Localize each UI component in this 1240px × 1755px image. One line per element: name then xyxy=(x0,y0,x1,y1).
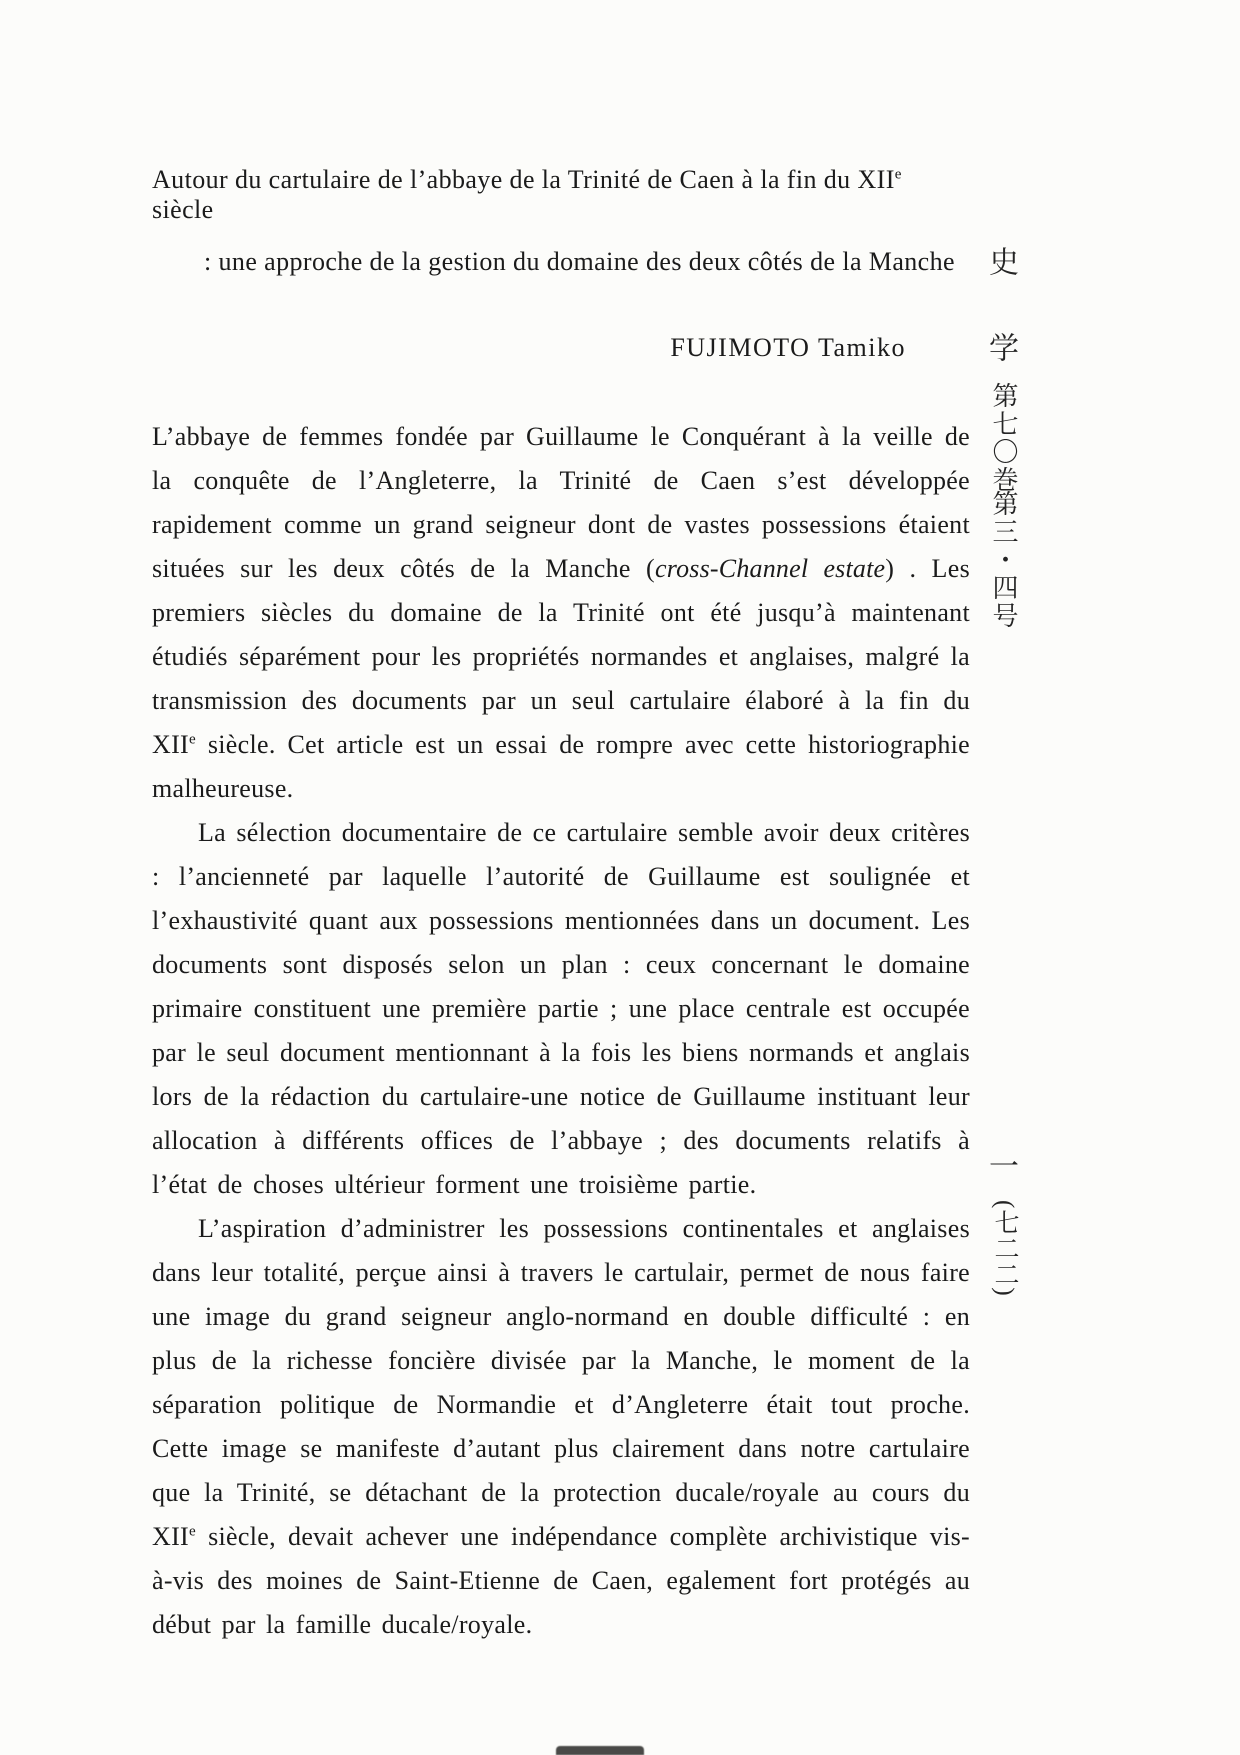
italic-phrase-cross-channel: cross-Channel estate xyxy=(655,554,886,583)
scan-edge-artifact xyxy=(556,1746,644,1755)
abstract-paragraph-2: La sélection documentaire de ce cartulaire semble avoir deux critères : l’ancienneté par laquelle l’autorité de Guillaume est soulignée et l’exhaustivité quant aux possessions mentionnées dans un document. Les documents sont disposés selon un plan : ceux concernant le domaine primaire constituent une première partie ; une place centrale est occupée par le seul document mentionnant à la fois les biens normands et anglais lors de la rédaction du cartulaire-une notice de Guillaume instituant leur allocation à différents offices de l’abbaye ; des documents relatifs à l’état de choses ultérieur forment une troisième partie. xyxy=(152,818,970,1199)
para1-text: ) . Les premiers siècles du domaine de la Trinité ont été jusqu’à maintenant étudiés séparément pour les propriétés normandes et anglaises, malgré la transmission des documents par un seul cartulaire élaboré à la fin du XII xyxy=(152,554,970,759)
para3-superscript-e: e xyxy=(189,1523,196,1540)
abstract-column xyxy=(152,165,970,1647)
author-name: FUJIMOTO Tamiko xyxy=(670,333,906,362)
abstract-body xyxy=(152,415,970,1647)
title-superscript-e: e xyxy=(894,166,902,183)
para1-text: L’abbaye de femmes fondée par Guillaume le Conquérant à la veille de la conquête de l’Angleterre, la Trinité de Caen s’est développée rapidement comme un grand seigneur dont de vastes possessions étaient situées sur les deux côtés de la Manche ( xyxy=(152,422,970,583)
title-text-pre: Autour du cartulaire de l’abbaye de la Trinité de Caen à la fin du XII xyxy=(152,165,895,194)
article-title xyxy=(152,165,970,277)
para1-superscript-e: e xyxy=(189,731,196,748)
page-number-parenthesized: (七二二) xyxy=(991,1200,1018,1297)
journal-title-char-gaku: 学 xyxy=(984,332,1017,366)
journal-issue-label: 第三・四号 xyxy=(989,490,1018,630)
article-title-line1 xyxy=(152,165,970,225)
para3-text: siècle, devait achever une indépendance complète archivistique vis-à-vis des moines de Saint-Etienne de Caen, egalement fort protégés au début par la famille ducale/royale. xyxy=(152,1522,970,1639)
para1-text: siècle. Cet article est un essai de rompre avec cette historiographie malheureuse. xyxy=(152,730,970,803)
abstract-paragraph-3 xyxy=(152,1207,970,1647)
abstract-paragraph-1 xyxy=(152,415,970,811)
page-number-kanji: 一 xyxy=(984,1150,1017,1184)
title-text-post: siècle xyxy=(152,195,214,224)
journal-title-char-shi: 史 xyxy=(984,246,1017,280)
journal-volume-label: 第七〇巻 xyxy=(989,382,1018,494)
article-subtitle-line: : une approche de la gestion du domaine des deux côtés de la Manche xyxy=(204,247,955,276)
para3-text: L’aspiration d’administrer les possessions continentales et anglaises dans leur totalité, perçue ainsi à travers le cartulair, permet de nous faire une image du grand seigneur anglo-normand en double difficulté : en plus de la richesse foncière divisée par la Manche, le moment de la séparation politique de Normandie et d’Angleterre était tout proche. Cette image se manifeste d’autant plus clairement dans notre cartulaire que la Trinité, se détachant de la protection ducale/royale au cours du XII xyxy=(152,1214,970,1551)
